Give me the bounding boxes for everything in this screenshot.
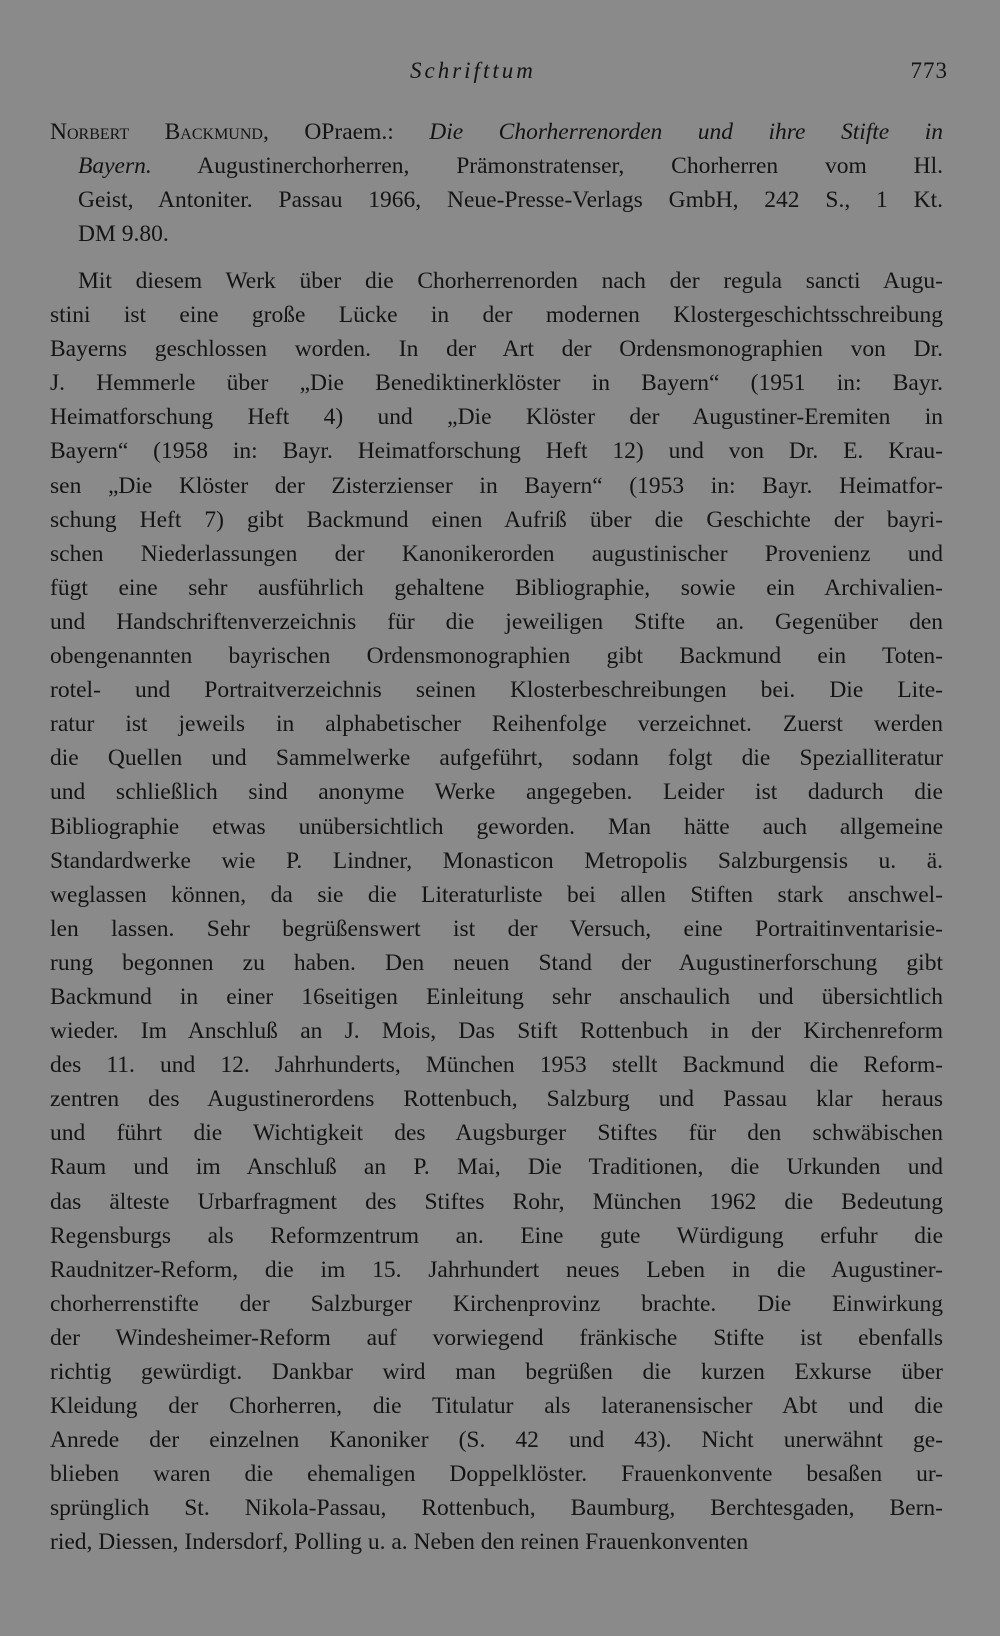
review-line: Mit diesem Werk über die Chorherrenorden nach der regula sancti Augu- [78, 268, 943, 294]
review-line: ratur ist jeweils in alphabetischer Reihenfolge verzeichnet. Zuerst werden [50, 711, 943, 738]
review-line: Regensburgs als Reformzentrum an. Eine gute Würdigung erfuhr die [50, 1222, 943, 1249]
book-title-part-1: Die Chorherrenorden und ihre Stifte in [429, 119, 943, 145]
review-line: zentren des Augustinerordens Rottenbuch, Salzburg und Passau klar heraus [50, 1086, 943, 1113]
review-line: Heimatforschung Heft 4) und „Die Klöster der Augustiner-Eremiten in [50, 404, 943, 431]
review-line: obengenannten bayrischen Ordensmonographien gibt Backmund ein Toten- [50, 643, 943, 670]
review-line: und schließlich sind anonyme Werke angegeben. Leider ist dadurch die [50, 779, 943, 806]
bibliographic-entry [50, 115, 943, 251]
review-line: weglassen können, da sie die Literaturliste bei allen Stiften stark anschwel- [50, 881, 943, 908]
review-line: rung begonnen zu haben. Den neuen Stand der Augustinerforschung gibt [50, 949, 943, 976]
review-line: Standardwerke wie P. Lindner, Monasticon Metropolis Salzburgensis u. ä. [50, 847, 943, 874]
review-line: Bayerns geschlossen worden. In der Art der Ordensmonographien von Dr. [50, 336, 943, 363]
review-line: stini ist eine große Lücke in der modernen Klostergeschichtsschreibung [50, 302, 943, 329]
running-title: Schrifttum [410, 58, 536, 83]
biblio-line-4: DM 9.80. [78, 221, 169, 248]
author-suffix: , OPraem.: [262, 119, 430, 145]
review-line: len lassen. Sehr begrüßenswert ist der Versuch, eine Portraitinventarisie- [50, 915, 943, 942]
biblio-line-2 [50, 149, 943, 183]
review-line: und führt die Wichtigkeit des Augsburger Stiftes für den schwäbischen [50, 1120, 943, 1147]
review-line: Backmund in einer 16seitigen Einleitung sehr anschaulich und übersichtlich [50, 983, 943, 1010]
review-line: Bayern“ (1958 in: Bayr. Heimatforschung Heft 12) und von Dr. E. Krau- [50, 438, 943, 465]
running-head [0, 58, 1000, 90]
author-last-name: Backmund [164, 119, 263, 145]
review-line: Bibliographie etwas unübersichtlich geworden. Man hätte auch allgemeine [50, 813, 943, 840]
review-body [50, 264, 943, 1560]
review-line: Anrede der einzelnen Kanoniker (S. 42 und 43). Nicht unerwähnt ge- [50, 1427, 943, 1454]
biblio-line-3: Geist, Antoniter. Passau 1966, Neue-Presse-Verlags GmbH, 242 S., 1 Kt. [78, 187, 943, 214]
review-line: das älteste Urbarfragment des Stiftes Rohr, München 1962 die Bedeutung [50, 1188, 943, 1215]
review-line: und Handschriftenverzeichnis für die jeweiligen Stifte an. Gegenüber den [50, 608, 943, 635]
review-line: J. Hemmerle über „Die Benediktinerklöster in Bayern“ (1951 in: Bayr. [50, 370, 943, 397]
review-line: Kleidung der Chorherren, die Titulatur als lateranensischer Abt und die [50, 1393, 943, 1420]
review-line: sprünglich St. Nikola-Passau, Rottenbuch, Baumburg, Berchtesgaden, Bern- [50, 1495, 943, 1522]
author-first-name: Norbert [50, 119, 130, 145]
review-line: blieben waren die ehemaligen Doppelklöster. Frauenkonvente besaßen ur- [50, 1461, 943, 1488]
review-line: wieder. Im Anschluß an J. Mois, Das Stift Rottenbuch in der Kirchenreform [50, 1018, 943, 1045]
review-line: Raum und im Anschluß an P. Mai, Die Traditionen, die Urkunden und [50, 1154, 943, 1181]
review-line: der Windesheimer-Reform auf vorwiegend fränkische Stifte ist ebenfalls [50, 1324, 943, 1351]
biblio-line-1 [50, 115, 943, 149]
review-line: die Quellen und Sammelwerke aufgeführt, sodann folgt die Spezialliteratur [50, 745, 943, 772]
review-line: chorherrenstifte der Salzburger Kirchenprovinz brachte. Die Einwirkung [50, 1290, 943, 1317]
review-line: rotel- und Portraitverzeichnis seinen Klosterbeschreibungen bei. Die Lite- [50, 677, 943, 704]
biblio-line-2-rest: Augustinerchorherren, Prämonstratenser, Chorherren vom Hl. [151, 153, 943, 180]
review-line: sen „Die Klöster der Zisterzienser in Bayern“ (1953 in: Bayr. Heimatfor- [50, 472, 943, 499]
review-line: fügt eine sehr ausführlich gehaltene Bibliographie, sowie ein Archivalien- [50, 574, 943, 601]
review-line: schen Niederlassungen der Kanonikerorden augustinischer Provenienz und [50, 540, 943, 567]
page-number: 773 [910, 58, 948, 83]
review-line: Raudnitzer-Reform, die im 15. Jahrhundert neues Leben in die Augustiner- [50, 1256, 943, 1283]
review-line: des 11. und 12. Jahrhunderts, München 1953 stellt Backmund die Reform- [50, 1052, 943, 1079]
review-line: richtig gewürdigt. Dankbar wird man begrüßen die kurzen Exkurse über [50, 1359, 943, 1385]
review-line: ried, Diessen, Indersdorf, Polling u. a. Neben den reinen Frauenkonventen [50, 1529, 749, 1556]
review-line: schung Heft 7) gibt Backmund einen Aufriß über die Geschichte der bayri- [50, 506, 943, 533]
book-title-part-2: Bayern. [78, 153, 152, 180]
